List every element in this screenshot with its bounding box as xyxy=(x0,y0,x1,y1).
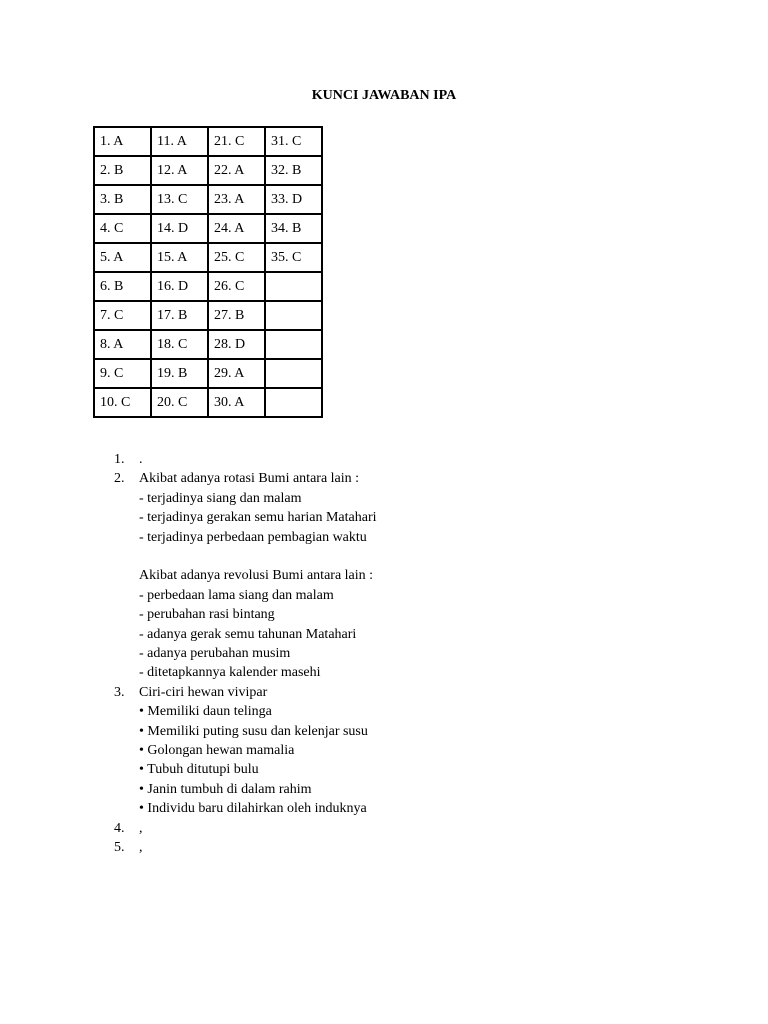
answer-key-row xyxy=(94,272,322,301)
answer-key-cell xyxy=(265,359,322,388)
answer-key-cell: 26. C xyxy=(208,272,265,301)
answer-key-cell: 28. D xyxy=(208,330,265,359)
bullet-point: • Individu baru dilahirkan oleh induknya xyxy=(139,801,367,817)
item-text: , xyxy=(139,840,143,856)
item-number: 5. xyxy=(114,840,125,856)
answer-key-cell: 34. B xyxy=(265,214,322,243)
essay-item-3 xyxy=(114,683,377,702)
revolution-point: - adanya gerak semu tahunan Matahari xyxy=(139,626,357,642)
answer-key-cell: 17. B xyxy=(151,301,208,330)
answer-key-cell: 23. A xyxy=(208,185,265,214)
item-number: 1. xyxy=(114,452,125,467)
answer-key-cell: 14. D xyxy=(151,214,208,243)
item-number: 3. xyxy=(114,684,125,700)
revolution-point: - adanya perubahan musim xyxy=(139,646,291,662)
answer-key-cell: 32. B xyxy=(265,156,322,185)
answer-key-cell: 4. C xyxy=(94,214,151,243)
answer-key-row xyxy=(94,359,322,388)
answer-key-cell: 11. A xyxy=(151,127,208,156)
answer-key-cell: 19. B xyxy=(151,359,208,388)
answer-key-cell: 1. A xyxy=(94,127,151,156)
bullet-point: • Janin tumbuh di dalam rahim xyxy=(139,781,312,797)
item-text: Ciri-ciri hewan vivipar xyxy=(139,684,268,700)
essay-answers xyxy=(114,450,377,858)
answer-key-cell: 25. C xyxy=(208,243,265,272)
answer-key-row xyxy=(94,243,322,272)
essay-item-5 xyxy=(114,838,377,857)
rotation-point: - terjadinya gerakan semu harian Matahari xyxy=(139,510,377,526)
answer-key-cell: 2. B xyxy=(94,156,151,185)
answer-key-row xyxy=(94,185,322,214)
answer-key-cell: 29. A xyxy=(208,359,265,388)
rotation-point: - terjadinya perbedaan pembagian waktu xyxy=(139,529,367,545)
answer-key-cell: 16. D xyxy=(151,272,208,301)
item-number: 2. xyxy=(114,471,125,487)
answer-key-cell: 15. A xyxy=(151,243,208,272)
answer-key-row xyxy=(94,156,322,185)
answer-key-cell: 12. A xyxy=(151,156,208,185)
answer-key-cell: 8. A xyxy=(94,330,151,359)
answer-key-cell: 5. A xyxy=(94,243,151,272)
answer-key-cell: 9. C xyxy=(94,359,151,388)
answer-key-cell: 21. C xyxy=(208,127,265,156)
essay-item-4 xyxy=(114,819,377,838)
revolution-point: - perbedaan lama siang dan malam xyxy=(139,587,334,603)
answer-key-row xyxy=(94,388,322,417)
bullet-point: • Memiliki daun telinga xyxy=(139,704,272,720)
item-text: , xyxy=(139,820,143,836)
item-text: Akibat adanya rotasi Bumi antara lain : xyxy=(139,471,360,487)
answer-key-cell: 31. C xyxy=(265,127,322,156)
answer-key-cell: 6. B xyxy=(94,272,151,301)
answer-key-cell: 20. C xyxy=(151,388,208,417)
answer-key-row xyxy=(94,301,322,330)
revolution-heading: Akibat adanya revolusi Bumi antara lain : xyxy=(139,568,374,584)
document-title: KUNCI JAWABAN IPA xyxy=(311,88,457,103)
answer-key-cell: 35. C xyxy=(265,243,322,272)
answer-key-cell: 10. C xyxy=(94,388,151,417)
item-text: . xyxy=(139,452,143,467)
answer-key-cell: 24. A xyxy=(208,214,265,243)
answer-key-cell: 30. A xyxy=(208,388,265,417)
revolution-point: - perubahan rasi bintang xyxy=(139,607,275,623)
answer-key-cell: 33. D xyxy=(265,185,322,214)
answer-key-row xyxy=(94,330,322,359)
revolution-point: - ditetapkannya kalender masehi xyxy=(139,665,321,681)
answer-key-cell: 18. C xyxy=(151,330,208,359)
answer-key-cell xyxy=(265,388,322,417)
answer-key-row xyxy=(94,214,322,243)
answer-key-cell: 13. C xyxy=(151,185,208,214)
essay-item-2 xyxy=(114,469,377,488)
essay-item-1 xyxy=(114,450,377,469)
bullet-point: • Golongan hewan mamalia xyxy=(139,743,295,759)
bullet-point: • Memiliki puting susu dan kelenjar susu xyxy=(139,723,368,739)
answer-key-cell: 22. A xyxy=(208,156,265,185)
bullet-point: • Tubuh ditutupi bulu xyxy=(139,762,259,778)
rotation-point: - terjadinya siang dan malam xyxy=(139,490,302,506)
answer-key-row xyxy=(94,127,322,156)
answer-key-cell xyxy=(265,330,322,359)
answer-key-cell xyxy=(265,301,322,330)
item-number: 4. xyxy=(114,820,125,836)
answer-key-cell: 7. C xyxy=(94,301,151,330)
answer-key-table xyxy=(93,126,323,418)
answer-key-cell xyxy=(265,272,322,301)
answer-key-cell: 27. B xyxy=(208,301,265,330)
answer-key-cell: 3. B xyxy=(94,185,151,214)
